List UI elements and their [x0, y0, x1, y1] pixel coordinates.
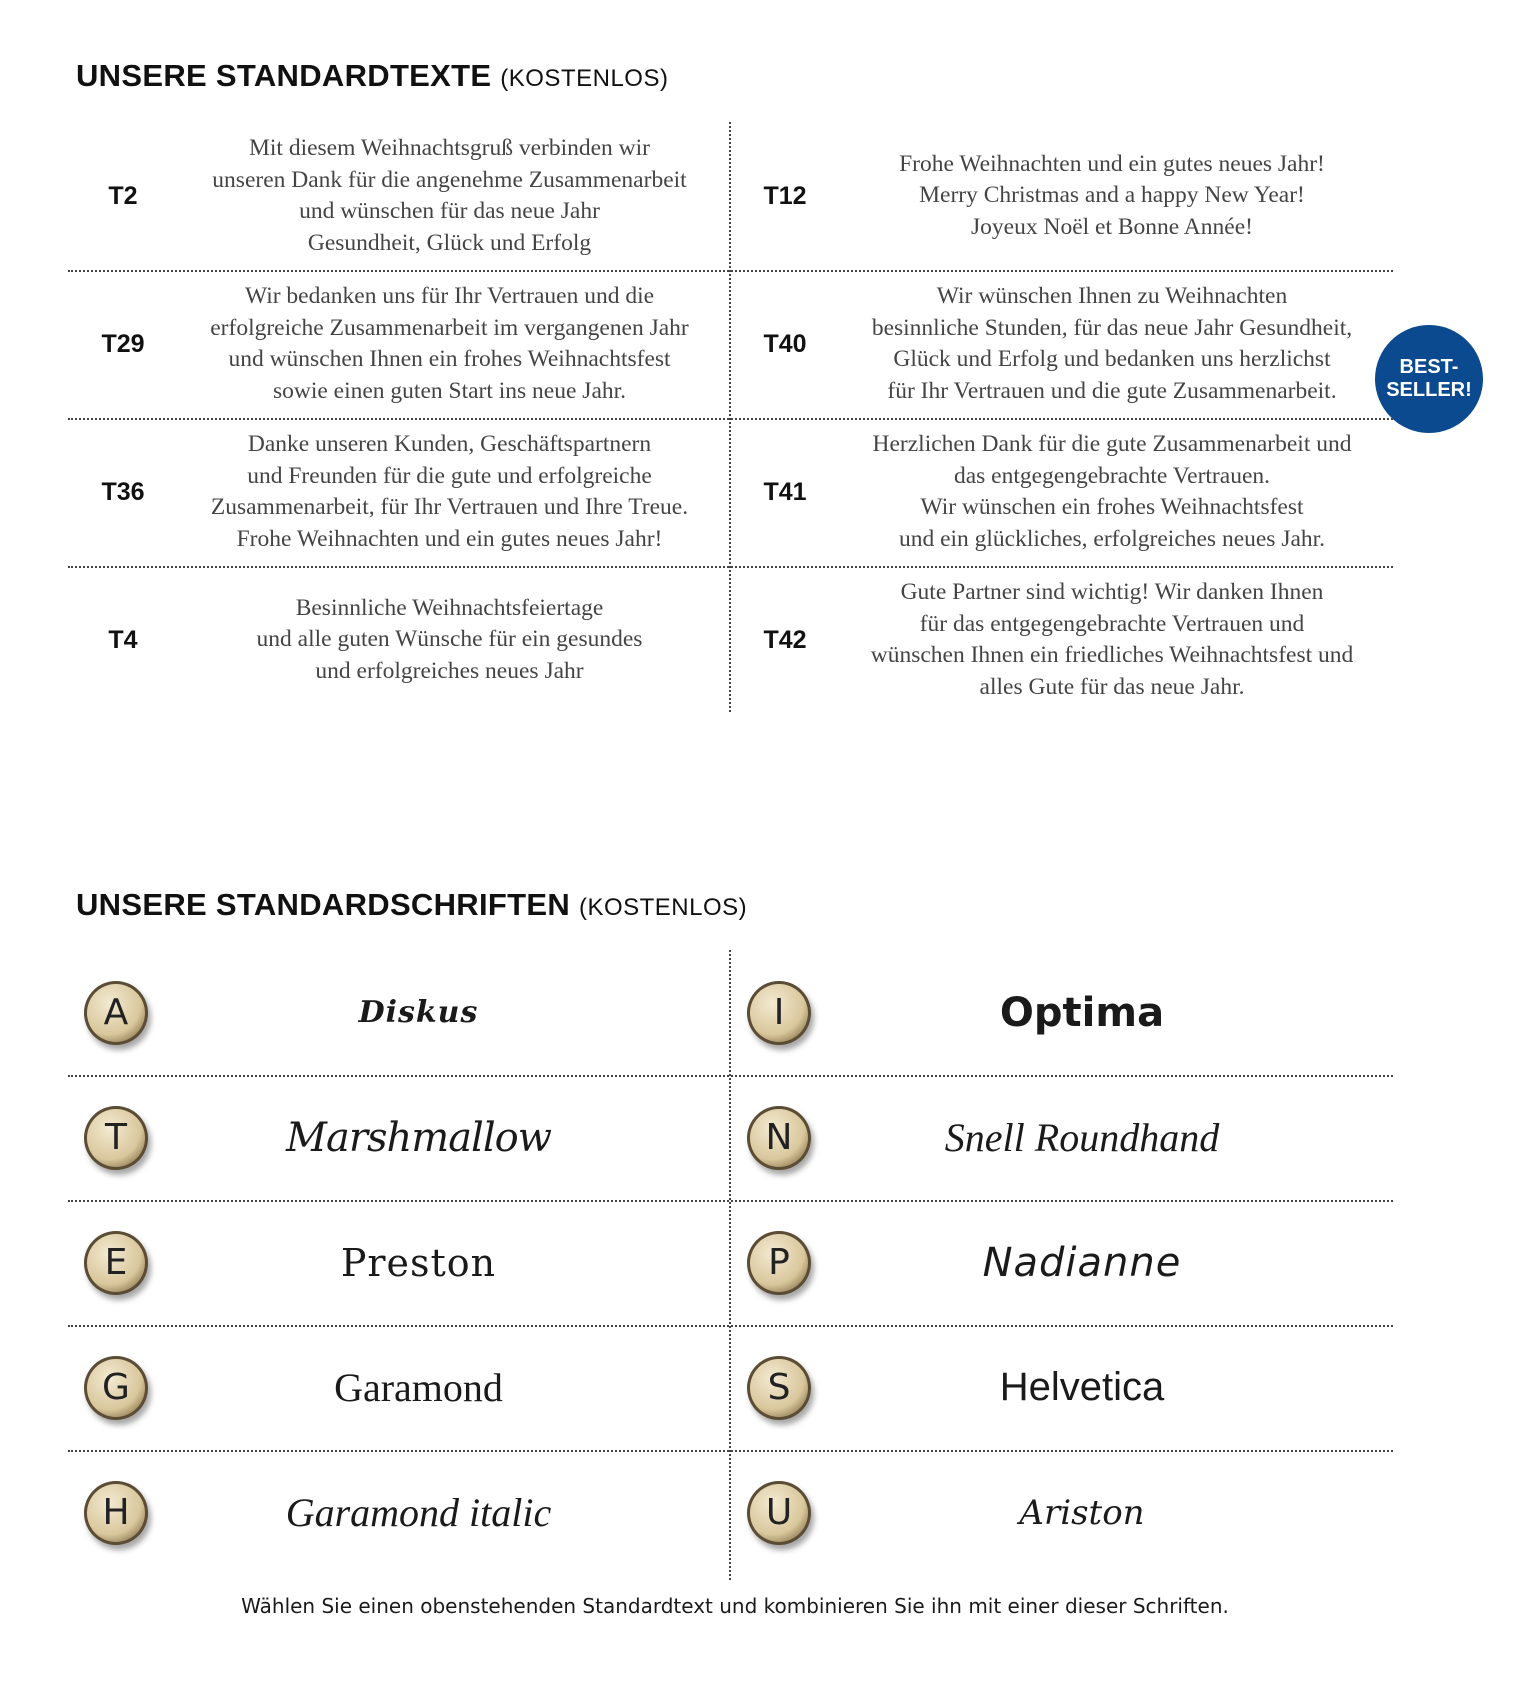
- text-line: Zusammenarbeit, für Ihr Vertrauen und Ihre Treue.: [210, 494, 689, 520]
- text-option-t36[interactable]: [68, 418, 729, 566]
- texts-grid: [68, 122, 1393, 712]
- typewriter-key-icon: S: [747, 1356, 811, 1420]
- typewriter-key-icon: P: [747, 1231, 811, 1295]
- typewriter-key-icon: T: [84, 1106, 148, 1170]
- bestseller-badge: [1375, 325, 1483, 433]
- text-row: [68, 418, 1393, 566]
- text-option-t41[interactable]: [731, 418, 1393, 566]
- font-option-garamond-italic[interactable]: [68, 1450, 729, 1575]
- font-option-garamond[interactable]: [68, 1325, 729, 1450]
- typewriter-key-icon: N: [747, 1106, 811, 1170]
- texts-title-sub: (KOSTENLOS): [500, 65, 669, 92]
- font-row: [68, 1075, 1393, 1200]
- text-line: Gute Partner sind wichtig! Wir danken Ihnen: [900, 579, 1324, 605]
- font-row: [68, 1200, 1393, 1325]
- text-code: T4: [108, 625, 138, 654]
- text-option-t29[interactable]: [68, 270, 729, 418]
- text-code: T2: [108, 181, 138, 210]
- font-option-preston[interactable]: [68, 1200, 729, 1325]
- text-code: T41: [763, 477, 807, 506]
- font-name: Ariston: [1019, 1492, 1145, 1533]
- text-message: [839, 577, 1393, 703]
- typewriter-key-icon: I: [747, 981, 811, 1045]
- text-line: und wünschen Ihnen ein frohes Weihnachtsfest: [228, 346, 671, 372]
- text-code: T36: [101, 477, 145, 506]
- font-option-marshmallow[interactable]: [68, 1075, 729, 1200]
- text-line: sowie einen guten Start ins neue Jahr.: [272, 377, 627, 404]
- font-name: Helvetica: [999, 1365, 1165, 1409]
- font-name: Preston: [340, 1240, 497, 1285]
- font-option-nadianne[interactable]: [731, 1200, 1393, 1325]
- text-line: Wir wünschen ein frohes Weihnachtsfest: [920, 494, 1304, 520]
- text-option-t42[interactable]: [731, 566, 1393, 714]
- text-row: [68, 122, 1393, 270]
- badge-line: SELLER!: [1386, 379, 1472, 401]
- text-line: und Freunden für die gute und erfolgreiche: [247, 462, 652, 489]
- text-row: [68, 566, 1393, 714]
- text-line: Mit diesem Weihnachtsgruß verbinden wir: [248, 135, 650, 161]
- text-line: Merry Christmas and a happy New Year!: [919, 182, 1305, 209]
- font-name: Marshmallow: [286, 1114, 551, 1161]
- fonts-section-title: [76, 887, 747, 923]
- text-line: und wünschen für das neue Jahr: [299, 198, 600, 224]
- text-line: Besinnliche Weihnachtsfeiertage: [295, 594, 604, 621]
- font-name: Snell Roundhand: [944, 1115, 1220, 1160]
- typewriter-key-icon: G: [84, 1356, 148, 1420]
- text-option-t40[interactable]: [731, 270, 1393, 418]
- texts-title-main: UNSERE STANDARDTEXTE: [76, 58, 492, 93]
- text-line: für das entgegengebrachte Vertrauen und: [919, 610, 1305, 637]
- typewriter-key-icon: U: [747, 1481, 811, 1545]
- font-name: Garamond italic: [285, 1490, 552, 1535]
- font-name: Nadianne: [982, 1239, 1182, 1286]
- font-option-diskus[interactable]: [68, 950, 729, 1075]
- font-name: Optima: [999, 989, 1165, 1036]
- text-message: [178, 281, 729, 407]
- text-line: Joyeux Noël et Bonne Année!: [971, 213, 1253, 240]
- text-code: T42: [763, 625, 807, 654]
- text-code: T29: [101, 329, 145, 358]
- text-line: erfolgreiche Zusammenarbeit im vergangenen Jahr: [210, 314, 689, 341]
- typewriter-key-icon: E: [84, 1231, 148, 1295]
- typewriter-key-icon: A: [84, 981, 148, 1045]
- text-message: [178, 133, 729, 259]
- typewriter-key-icon: H: [84, 1481, 148, 1545]
- font-option-helvetica[interactable]: [731, 1325, 1393, 1450]
- text-line: das entgegengebrachte Vertrauen.: [953, 462, 1270, 489]
- text-message: [839, 281, 1393, 407]
- text-option-t12[interactable]: [731, 122, 1393, 270]
- text-code: T12: [763, 181, 807, 210]
- text-code: T40: [763, 329, 807, 358]
- fonts-title-sub: (KOSTENLOS): [578, 894, 748, 921]
- font-name: Diskus: [358, 995, 479, 1030]
- texts-section-title: [76, 58, 668, 94]
- text-line: Frohe Weihnachten und ein gutes neues Jahr!: [899, 150, 1325, 177]
- text-line: Wir wünschen Ihnen zu Weihnachten: [936, 283, 1288, 309]
- text-line: für Ihr Vertrauen und die gute Zusammenarbeit.: [887, 377, 1337, 404]
- text-line: alles Gute für das neue Jahr.: [979, 673, 1245, 700]
- text-line: Danke unseren Kunden, Geschäftspartnern: [247, 431, 652, 457]
- text-line: und alle guten Wünsche für ein gesundes: [256, 626, 643, 653]
- fonts-footer-note: Wählen Sie einen obenstehenden Standardtext und kombinieren Sie ihn mit einer dieser Schriften.: [241, 1594, 1229, 1618]
- fonts-title-main: UNSERE STANDARDSCHRIFTEN: [76, 887, 571, 922]
- text-line: Gesundheit, Glück und Erfolg: [307, 229, 592, 256]
- badge-line: BEST-: [1399, 356, 1459, 378]
- font-option-optima[interactable]: [731, 950, 1393, 1075]
- font-row: [68, 1450, 1393, 1575]
- text-line: Wir bedanken uns für Ihr Vertrauen und die: [244, 283, 655, 309]
- fonts-grid: [68, 950, 1393, 1580]
- font-option-ariston[interactable]: [731, 1450, 1393, 1575]
- text-line: Glück und Erfolg und bedanken uns herzlichst: [893, 346, 1331, 372]
- text-line: unseren Dank für die angenehme Zusammenarbeit: [212, 166, 687, 193]
- text-line: wünschen Ihnen ein friedliches Weihnachtsfest und: [870, 642, 1354, 668]
- text-option-t2[interactable]: [68, 122, 729, 270]
- text-line: besinnliche Stunden, für das neue Jahr Gesundheit,: [871, 314, 1353, 341]
- text-message: [178, 429, 729, 555]
- font-row: [68, 950, 1393, 1075]
- text-line: und erfolgreiches neues Jahr: [315, 657, 584, 684]
- text-option-t4[interactable]: [68, 566, 729, 714]
- font-row: [68, 1325, 1393, 1450]
- text-line: und ein glückliches, erfolgreiches neues Jahr.: [898, 525, 1326, 552]
- text-line: Frohe Weihnachten und ein gutes neues Jahr!: [236, 525, 663, 552]
- font-option-snell-roundhand[interactable]: [731, 1075, 1393, 1200]
- text-line: Herzlichen Dank für die gute Zusammenarbeit und: [872, 431, 1352, 457]
- text-message: [178, 593, 729, 688]
- text-message: [839, 149, 1393, 244]
- text-message: [839, 429, 1393, 555]
- text-row: [68, 270, 1393, 418]
- font-name: Garamond: [334, 1365, 503, 1410]
